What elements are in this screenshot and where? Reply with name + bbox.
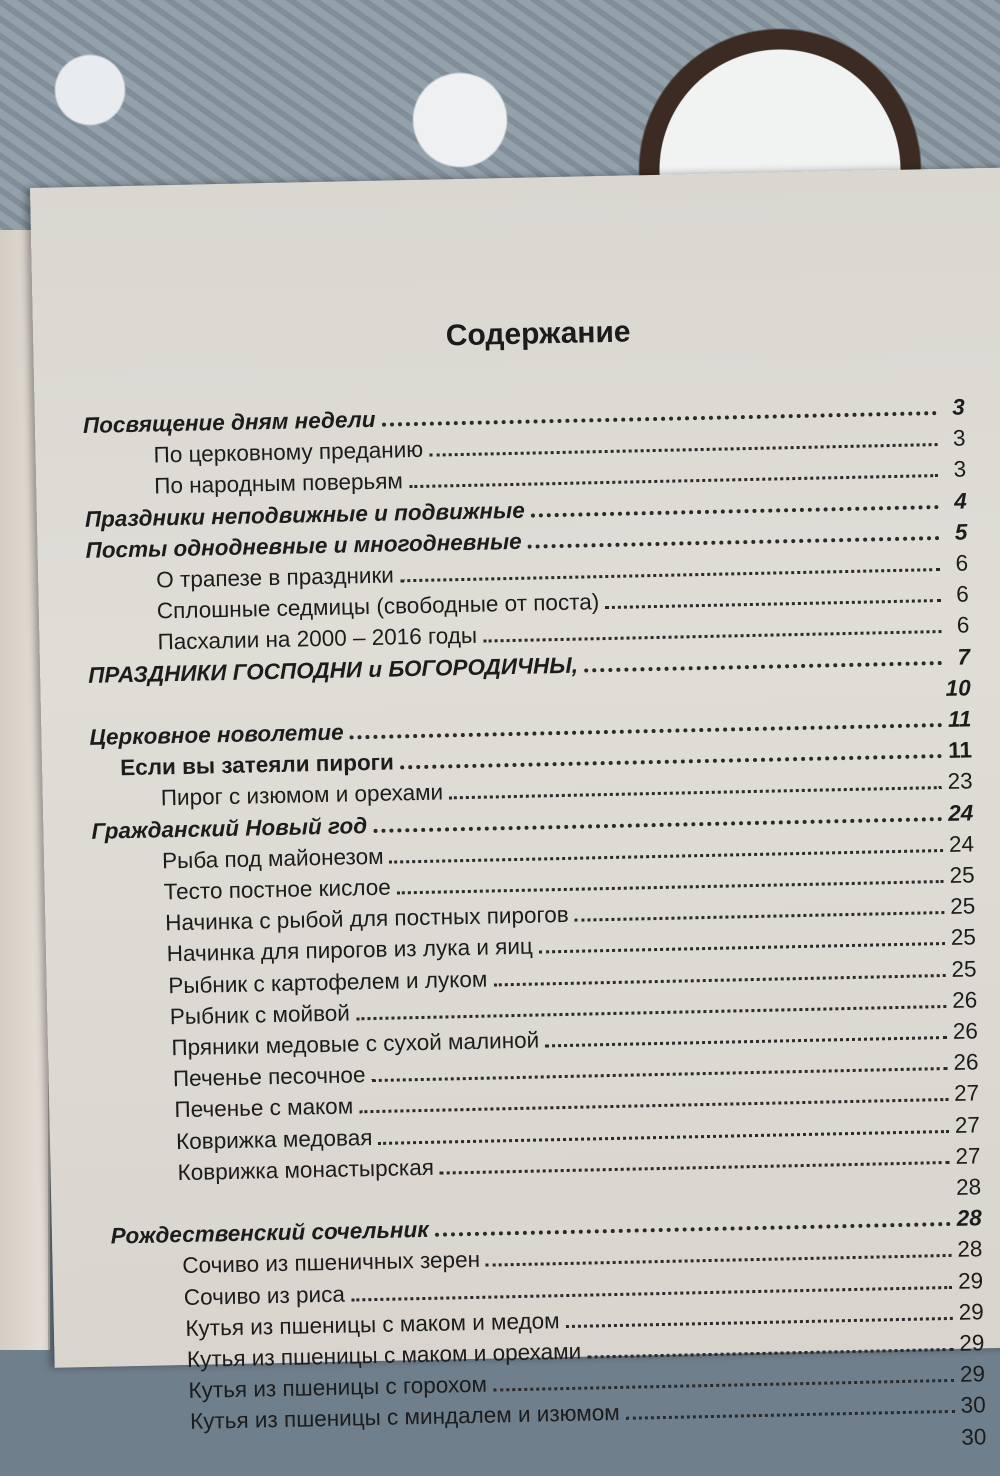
toc-entry-page-number: 10 (945, 675, 971, 701)
dot-leader (359, 1098, 948, 1113)
toc-entry-page-number: 6 (955, 581, 969, 607)
dot-leader (539, 942, 945, 954)
toc-entry-page-number: 25 (950, 924, 977, 950)
toc-entry-page-number: 11 (947, 706, 972, 732)
toc-entry-title: Пирог с изюмом и орехами (160, 779, 444, 811)
toc-entry-title: Гражданский Новый год (91, 813, 368, 844)
dot-leader (584, 661, 942, 672)
toc-entry-page-number: 29 (957, 1268, 984, 1294)
dot-leader (545, 1036, 947, 1047)
toc-entry-page-number: 4 (953, 488, 968, 514)
toc-entry-page-number: 28 (955, 1174, 982, 1200)
toc-entry-page-number: 25 (949, 893, 976, 919)
toc-entry-title: По церковному преданию (153, 436, 424, 468)
toc-entry-page-number: 24 (948, 831, 975, 857)
toc-entry-page-number: 3 (952, 394, 966, 420)
toc-entry-page-number: 7 (957, 644, 971, 670)
toc-entry-title: Рыбник с мойвой (169, 1000, 351, 1030)
dot-leader (390, 849, 943, 864)
toc-entry-title: Сплошные седмицы (свободные от поста) (156, 589, 600, 624)
toc-entry-page-number: 26 (952, 1018, 979, 1044)
toc-entry-title: Начинка для пирогов из лука и яиц (166, 933, 534, 967)
dot-leader (528, 536, 940, 549)
dot-leader (397, 880, 944, 894)
toc-entry-title: Пасхалии на 2000 – 2016 годы (157, 622, 478, 655)
toc-entry-title: Коврижка монастырская (177, 1154, 435, 1186)
toc-entry-title: Кутья из пшеницы с миндалем и изюмом (189, 1399, 620, 1434)
dot-leader (350, 723, 943, 739)
dot-leader (531, 505, 939, 518)
toc-entry-page-number: 3 (952, 425, 966, 451)
toc-entry-page-number: 29 (959, 1361, 986, 1387)
toc-entry-title: Пряники медовые с сухой малиной (171, 1027, 540, 1061)
toc-entry-page-number: 23 (947, 768, 973, 794)
toc-entry-title: Церковное новолетие (89, 719, 344, 750)
toc-entry-title: Праздники неподвижные и подвижные (84, 497, 525, 532)
dot-leader (400, 568, 940, 582)
toc-entry-title: Сочиво из риса (183, 1281, 346, 1311)
toc-entry-page-number: 24 (948, 800, 974, 826)
book-page (30, 167, 1000, 1450)
toc-entry-page-number: 29 (959, 1330, 985, 1356)
toc-entry-page-number: 28 (957, 1236, 983, 1262)
dot-leader (493, 974, 945, 986)
dot-leader (429, 443, 937, 457)
dot-leader (566, 1317, 953, 1328)
toc-entry-title: По народным поверьям (154, 468, 404, 499)
dot-leader (483, 630, 941, 643)
toc-entry-page-number: 25 (949, 862, 975, 888)
toc-entry-title: Рыба под майонезом (161, 843, 384, 874)
toc-entry-title: Посты однодневные и многодневные (85, 528, 522, 563)
toc-entry-title: Кутья из пшеницы с горохом (188, 1371, 488, 1403)
dot-leader (449, 786, 942, 799)
table-of-contents (35, 394, 995, 1450)
page-title: Содержание (445, 315, 631, 353)
dot-leader (435, 1222, 951, 1237)
toc-entry-page-number: 6 (955, 550, 969, 576)
dot-leader (378, 1130, 948, 1145)
toc-entry-page-number: 25 (951, 956, 977, 982)
dot-leader (372, 1067, 948, 1082)
toc-entry-page-number: 27 (954, 1112, 981, 1138)
dot-leader (409, 474, 938, 488)
toc-entry-page-number: 27 (955, 1143, 981, 1169)
toc-entry-title: Начинка с рыбой для постных пирогов (164, 901, 569, 936)
toc-entry-title: Кутья из пшеницы с маком и медом (185, 1308, 560, 1341)
toc-entry-title: Печенье песочное (172, 1062, 366, 1092)
toc-entry-page-number: 5 (954, 519, 968, 545)
dot-leader (587, 1348, 953, 1359)
toc-entry-page-number: 28 (956, 1205, 983, 1231)
toc-entry-page-number: 3 (953, 456, 967, 482)
toc-entry-page-number: 26 (951, 987, 978, 1013)
toc-entry-page-number: 6 (956, 612, 970, 638)
dot-leader (575, 911, 945, 922)
toc-entry-title: Тесто постное кислое (163, 874, 391, 905)
dot-leader (440, 1161, 950, 1175)
toc-entry-title: Кутья из пшеницы с маком и орехами (186, 1338, 582, 1372)
dot-leader (605, 599, 941, 609)
dot-leader (493, 1379, 954, 1392)
toc-entry-page-number: 27 (953, 1080, 980, 1106)
dot-leader (626, 1410, 955, 1420)
dot-leader (486, 1254, 951, 1267)
toc-entry-title: Если вы затеяли пироги (119, 749, 395, 781)
dot-leader (356, 1005, 946, 1020)
toc-entry-page-number: 30 (961, 1424, 987, 1450)
toc-entry-page-number: 26 (953, 1049, 979, 1075)
toc-entry-title: Печенье с маком (174, 1093, 354, 1123)
toc-entry-title: О трапезе в праздники (155, 562, 395, 593)
dot-leader (373, 817, 942, 833)
toc-entry-page-number: 11 (947, 737, 973, 763)
dot-leader (400, 754, 942, 769)
toc-entry-title: Рыбник с картофелем и луком (168, 966, 488, 999)
toc-entry-page-number: 30 (960, 1392, 986, 1418)
toc-entry-page-number: 29 (958, 1299, 985, 1325)
toc-entry-title: Сочиво из пшеничных зерен (182, 1246, 481, 1279)
dot-leader (382, 411, 937, 427)
toc-entry-title: Коврижка медовая (175, 1125, 373, 1155)
toc-entry-title: Посвящение дням недели (82, 406, 376, 438)
toc-entry-title: ПРАЗДНИКИ ГОСПОДНИ и БОГОРОДИЧНЫ, (87, 652, 579, 688)
dot-leader (351, 1286, 952, 1302)
toc-entry-title: Рождественский сочельник (110, 1216, 429, 1249)
